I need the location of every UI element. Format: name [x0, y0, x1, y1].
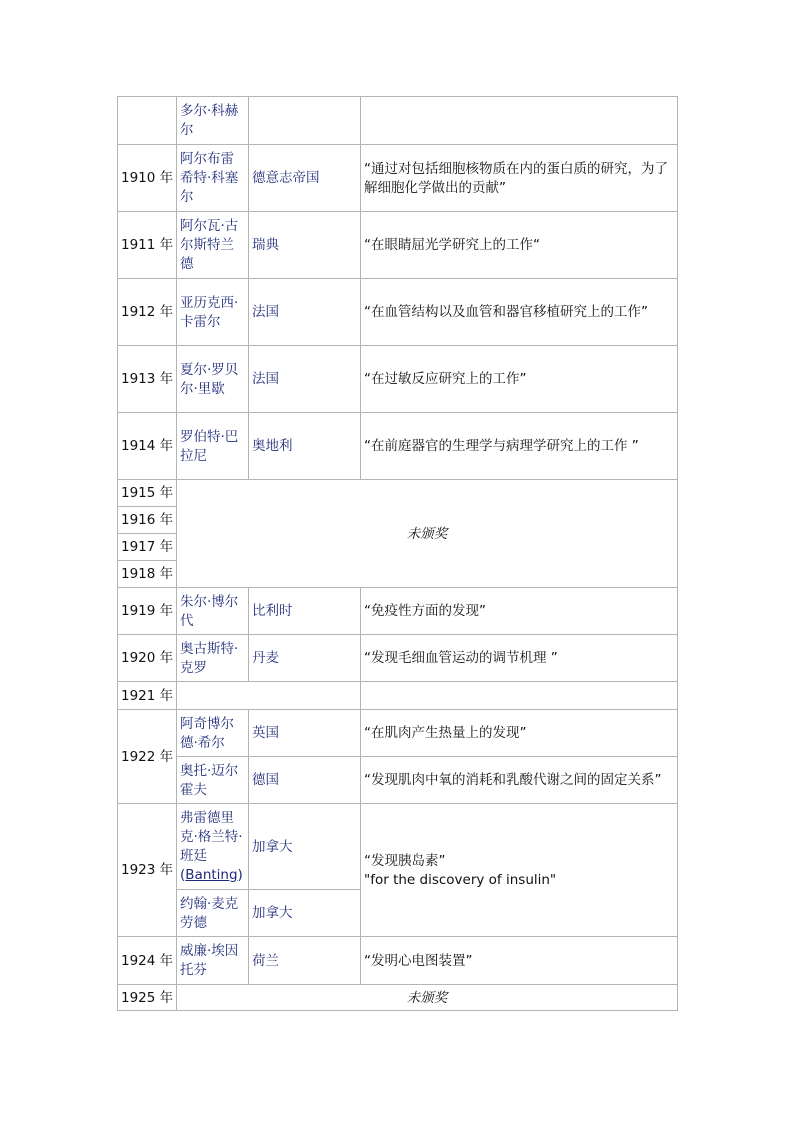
table-row [118, 97, 678, 145]
year-cell: 1913 年 [118, 346, 177, 413]
laureate-name: 阿尔布雷希特·科塞尔 [177, 145, 249, 212]
laureate-name: 亚历克西·卡雷尔 [177, 279, 249, 346]
year-cell: 1915 年 [118, 480, 177, 507]
laureate-name: 阿奇博尔德·希尔 [177, 710, 249, 757]
laureate-name: 夏尔·罗贝尔·里歇 [177, 346, 249, 413]
year-cell: 1924 年 [118, 937, 177, 985]
year-cell [118, 97, 177, 145]
citation-cell: “在眼睛屈光学研究上的工作“ [361, 212, 678, 279]
laureate-name: 奥古斯特·克罗 [177, 635, 249, 682]
country-cell [249, 97, 361, 145]
year-cell: 1911 年 [118, 212, 177, 279]
citation-cell: “在肌肉产生热量上的发现” [361, 710, 678, 757]
empty-cell [177, 682, 361, 710]
citation-cell: “在血管结构以及血管和器官移植研究上的工作” [361, 279, 678, 346]
country-cell: 加拿大 [249, 804, 361, 890]
country-cell: 德意志帝国 [249, 145, 361, 212]
country-cell: 德国 [249, 757, 361, 804]
table-row [118, 212, 678, 279]
country-cell: 比利时 [249, 588, 361, 635]
banting-link[interactable]: Banting [185, 867, 238, 883]
laureate-name: 阿尔瓦·古尔斯特兰德 [177, 212, 249, 279]
table-row [118, 937, 678, 985]
citation-cell [361, 804, 678, 937]
table-row [118, 985, 678, 1011]
table-row [118, 682, 678, 710]
citation-en: "for the discovery of insulin" [364, 871, 557, 888]
citation-cell [361, 97, 678, 145]
year-cell: 1918 年 [118, 561, 177, 588]
not-awarded-note: 未颁奖 [177, 985, 678, 1011]
table-row [118, 480, 678, 507]
citation-cell: “在前庭器官的生理学与病理学研究上的工作 ” [361, 413, 678, 480]
year-cell: 1910 年 [118, 145, 177, 212]
country-cell: 法国 [249, 346, 361, 413]
citation-cell: “发现毛细血管运动的调节机理 ” [361, 635, 678, 682]
laureate-name: 多尔·科赫尔 [177, 97, 249, 145]
citation-zh: “发现胰岛素” [364, 852, 446, 869]
table-row [118, 145, 678, 212]
laureate-name-text: 弗雷德里克·格兰特·班廷 [180, 810, 243, 864]
year-cell: 1916 年 [118, 507, 177, 534]
year-cell: 1922 年 [118, 710, 177, 804]
laureate-name: 威廉·埃因托芬 [177, 937, 249, 985]
table-row [118, 635, 678, 682]
year-cell: 1914 年 [118, 413, 177, 480]
paren-close: ) [237, 867, 243, 883]
table-row [118, 588, 678, 635]
table-row [118, 710, 678, 757]
year-cell: 1920 年 [118, 635, 177, 682]
year-cell: 1921 年 [118, 682, 177, 710]
empty-cell [361, 682, 678, 710]
year-cell: 1923 年 [118, 804, 177, 937]
table-row [118, 413, 678, 480]
year-cell: 1917 年 [118, 534, 177, 561]
table-row [118, 346, 678, 413]
laureate-name: 约翰·麦克劳德 [177, 890, 249, 937]
citation-cell: “在过敏反应研究上的工作” [361, 346, 678, 413]
paren-open: ( [180, 867, 186, 883]
year-cell: 1925 年 [118, 985, 177, 1011]
laureate-name: 罗伯特·巴拉尼 [177, 413, 249, 480]
country-cell: 荷兰 [249, 937, 361, 985]
laureate-name: 奥托·迈尔霍夫 [177, 757, 249, 804]
year-cell: 1919 年 [118, 588, 177, 635]
not-awarded-note: 未颁奖 [177, 480, 678, 588]
table-row [118, 804, 678, 890]
citation-cell: “免疫性方面的发现” [361, 588, 678, 635]
country-cell: 奥地利 [249, 413, 361, 480]
citation-cell: “发现肌肉中氧的消耗和乳酸代谢之间的固定关系” [361, 757, 678, 804]
laureate-name [177, 804, 249, 890]
table-row [118, 757, 678, 804]
country-cell: 英国 [249, 710, 361, 757]
country-cell: 丹麦 [249, 635, 361, 682]
laureate-name: 朱尔·博尔代 [177, 588, 249, 635]
laureates-table [117, 96, 678, 1011]
country-cell: 法国 [249, 279, 361, 346]
table-row [118, 279, 678, 346]
year-cell: 1912 年 [118, 279, 177, 346]
country-cell: 瑞典 [249, 212, 361, 279]
citation-cell: “发明心电图装置” [361, 937, 678, 985]
country-cell: 加拿大 [249, 890, 361, 937]
citation-cell: “通过对包括细胞核物质在内的蛋白质的研究，为了解细胞化学做出的贡献” [361, 145, 678, 212]
